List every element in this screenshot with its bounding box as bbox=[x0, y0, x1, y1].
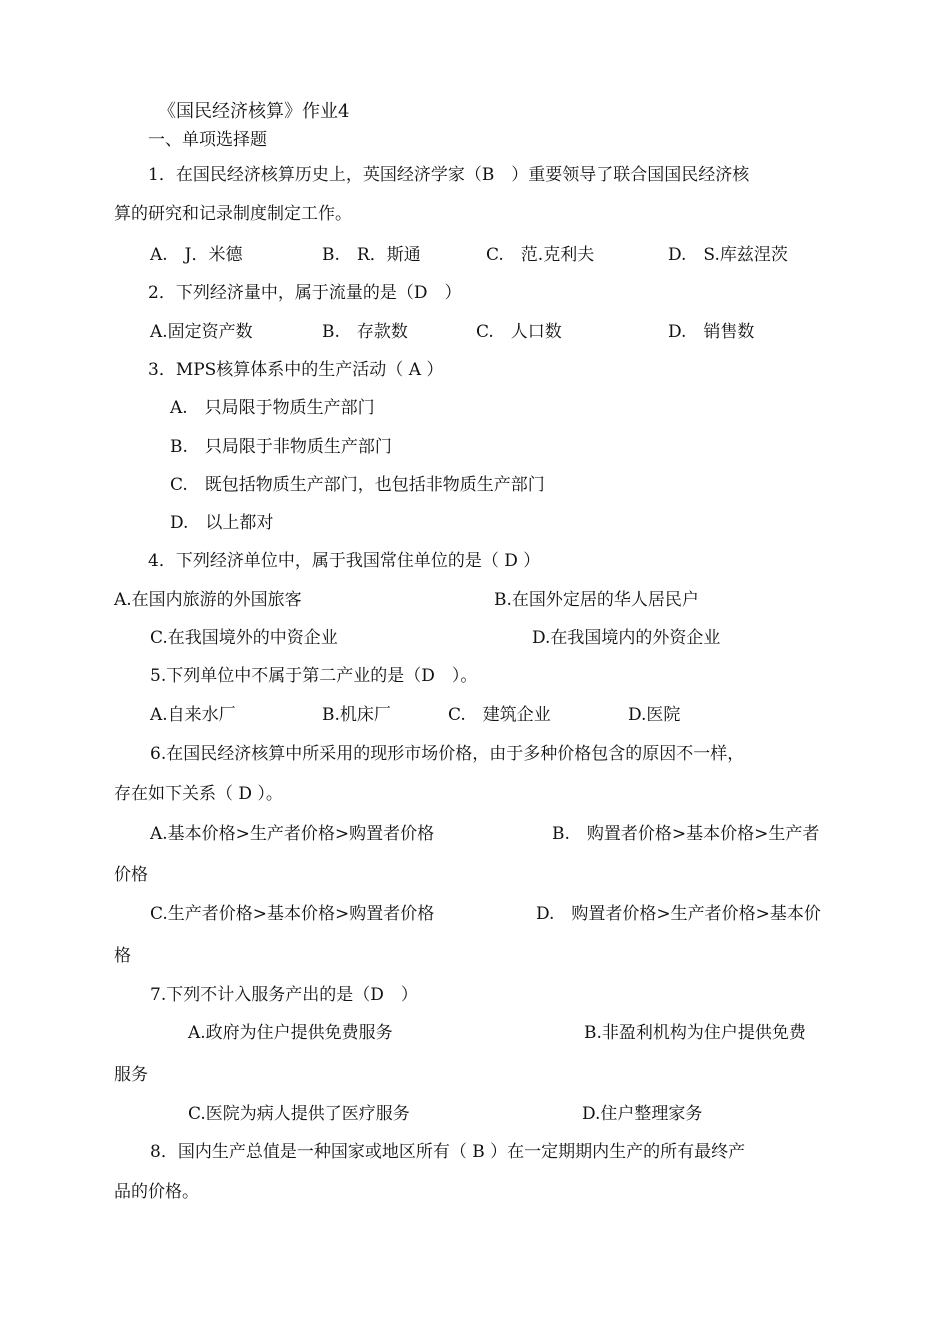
question-1-option-d: D. S.库兹涅茨 bbox=[668, 245, 788, 265]
question-1-option-a: A. J．米德 bbox=[150, 245, 243, 265]
question-2-option-d: D. 销售数 bbox=[668, 322, 755, 342]
question-5-stem: 5.下列单位中不属于第二产业的是（D ）。 bbox=[150, 666, 478, 686]
question-4-option-a: A.在国内旅游的外国旅客 bbox=[114, 590, 302, 610]
question-2-option-a: A.固定资产数 bbox=[150, 322, 253, 342]
question-4-option-d: D.在我国境内的外资企业 bbox=[532, 628, 721, 648]
question-4-stem: 4．下列经济单位中，属于我国常住单位的是（ D ） bbox=[148, 551, 541, 571]
question-2-option-c: C. 人口数 bbox=[476, 322, 562, 342]
question-2-stem: 2．下列经济量中，属于流量的是（D ） bbox=[148, 283, 462, 303]
question-6-stem-line1: 6.在国民经济核算中所采用的现形市场价格，由于多种价格包含的原因不一样， bbox=[150, 744, 745, 764]
question-6-option-c: C.生产者价格>基本价格>购置者价格 bbox=[150, 904, 435, 924]
question-1-stem-line1: 1．在国民经济核算历史上，英国经济学家（B ）重要领导了联合国国民经济核 bbox=[148, 165, 750, 185]
question-6-option-b-line1: B. 购置者价格>基本价格>生产者 bbox=[552, 824, 820, 844]
question-8-stem-line2: 品的价格。 bbox=[114, 1182, 199, 1202]
document-title: 《国民经济核算》作业4 bbox=[158, 101, 350, 122]
question-4-option-b: B.在国外定居的华人居民户 bbox=[494, 590, 699, 610]
question-5-option-c: C. 建筑企业 bbox=[448, 705, 551, 725]
question-7-stem: 7.下列不计入服务产出的是（D ） bbox=[150, 985, 418, 1005]
question-7-option-c: C.医院为病人提供了医疗服务 bbox=[188, 1104, 410, 1124]
question-6-option-a: A.基本价格>生产者价格>购置者价格 bbox=[150, 824, 435, 844]
question-5-option-d: D.医院 bbox=[628, 705, 681, 725]
question-7-option-b-line1: B.非盈利机构为住户提供免费 bbox=[584, 1023, 806, 1043]
question-8-stem-line1: 8．国内生产总值是一种国家或地区所有（ B ）在一定期期内生产的所有最终产 bbox=[150, 1142, 746, 1162]
question-7-option-b-line2: 服务 bbox=[114, 1065, 148, 1085]
question-4-option-c: C.在我国境外的中资企业 bbox=[150, 628, 338, 648]
question-3-option-a: A. 只局限于物质生产部门 bbox=[170, 398, 375, 418]
question-3-option-c: C. 既包括物质生产部门，也包括非物质生产部门 bbox=[170, 475, 545, 495]
question-5-option-b: B.机床厂 bbox=[322, 705, 391, 725]
question-1-option-c: C. 范.克利夫 bbox=[486, 245, 595, 265]
question-2-option-b: B. 存款数 bbox=[322, 322, 408, 342]
question-5-option-a: A.自来水厂 bbox=[150, 705, 236, 725]
question-6-option-d-line1: D. 购置者价格>生产者价格>基本价 bbox=[536, 904, 821, 924]
question-7-option-d: D.住户整理家务 bbox=[582, 1104, 703, 1124]
question-6-stem-line2: 存在如下关系（ D ）。 bbox=[114, 784, 283, 804]
question-7-option-a: A.政府为住户提供免费服务 bbox=[188, 1023, 393, 1043]
question-6-option-d-line2: 格 bbox=[114, 946, 131, 966]
question-3-option-d: D. 以上都对 bbox=[170, 513, 274, 533]
section-heading: 一、单项选择题 bbox=[148, 130, 267, 150]
question-1-stem-line2: 算的研究和记录制度制定工作。 bbox=[114, 204, 352, 224]
question-6-option-b-line2: 价格 bbox=[114, 865, 148, 885]
question-1-option-b: B. R．斯通 bbox=[322, 245, 421, 265]
question-3-option-b: B. 只局限于非物质生产部门 bbox=[170, 437, 392, 457]
question-3-stem: 3．MPS核算体系中的生产活动（ A ） bbox=[148, 360, 444, 380]
